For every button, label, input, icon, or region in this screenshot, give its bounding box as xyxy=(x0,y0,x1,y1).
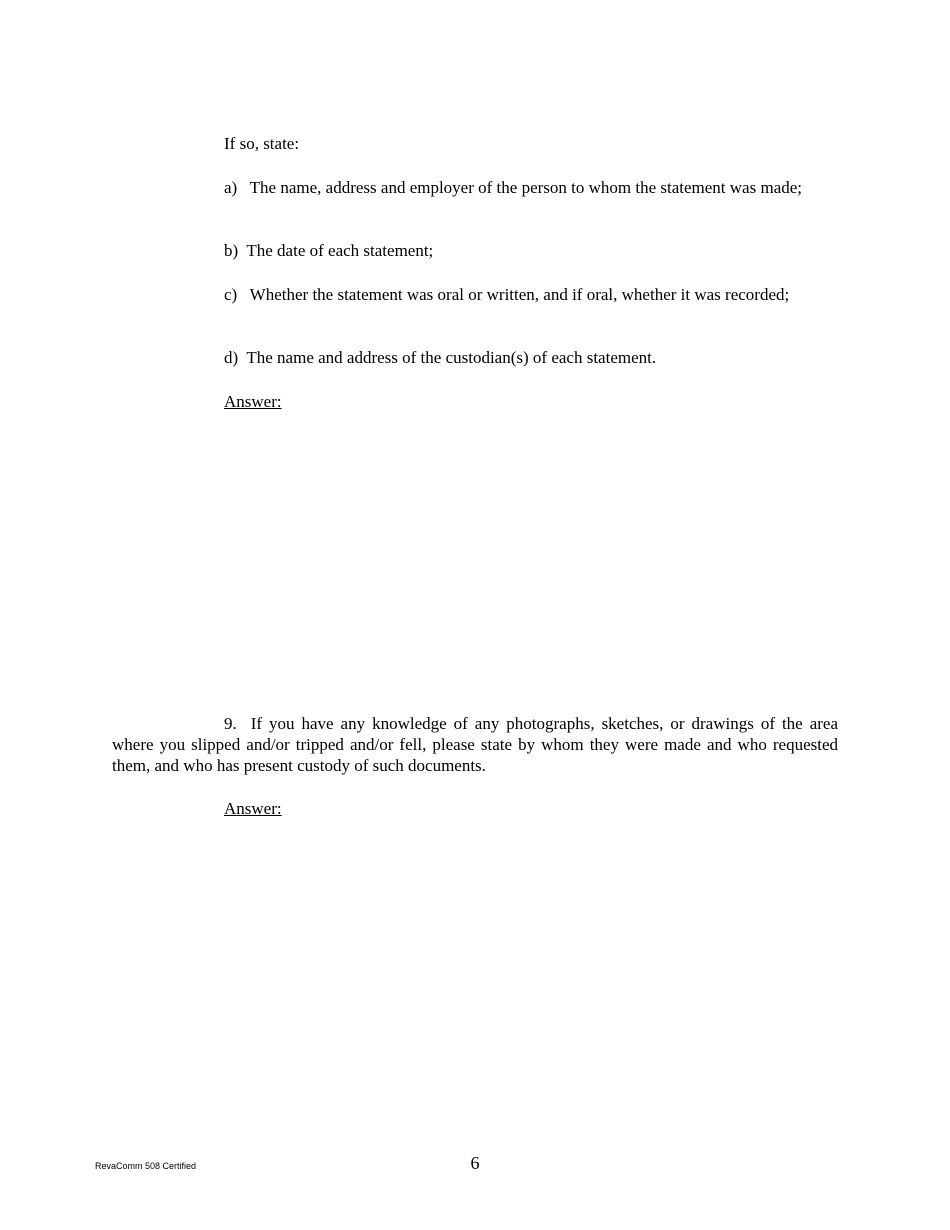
item-b-text: The date of each statement; xyxy=(246,241,434,260)
answer-label-2: Answer: xyxy=(224,799,282,818)
item-d-text: The name and address of the custodian(s) of each statement. xyxy=(246,348,657,367)
item-b-label: b) xyxy=(224,241,239,260)
question-9 xyxy=(112,713,838,776)
certification-footer: RevaComm 508 Certified xyxy=(95,1161,197,1171)
item-c-label: c) xyxy=(224,285,238,304)
page-number: 6 xyxy=(470,1153,480,1173)
item-c-text: Whether the statement was oral or written, and if oral, whether it was recorded; xyxy=(249,285,790,304)
item-d xyxy=(224,347,656,368)
item-a-label: a) xyxy=(224,178,238,197)
intro-text: If so, state: xyxy=(224,134,300,153)
question-9-number: 9. xyxy=(224,714,237,733)
item-d-label: d) xyxy=(224,348,239,367)
item-a-text: The name, address and employer of the person to whom the statement was made; xyxy=(249,178,803,197)
item-a xyxy=(112,177,838,198)
item-b xyxy=(224,240,433,261)
item-c xyxy=(112,284,838,305)
question-9-text: If you have any knowledge of any photographs, sketches, or drawings of the area where you slipped and/or tripped and/or fell, please state by whom they were made and who requested them, and who has present custody of such documents. xyxy=(112,714,838,775)
answer-label-1: Answer: xyxy=(224,392,282,411)
